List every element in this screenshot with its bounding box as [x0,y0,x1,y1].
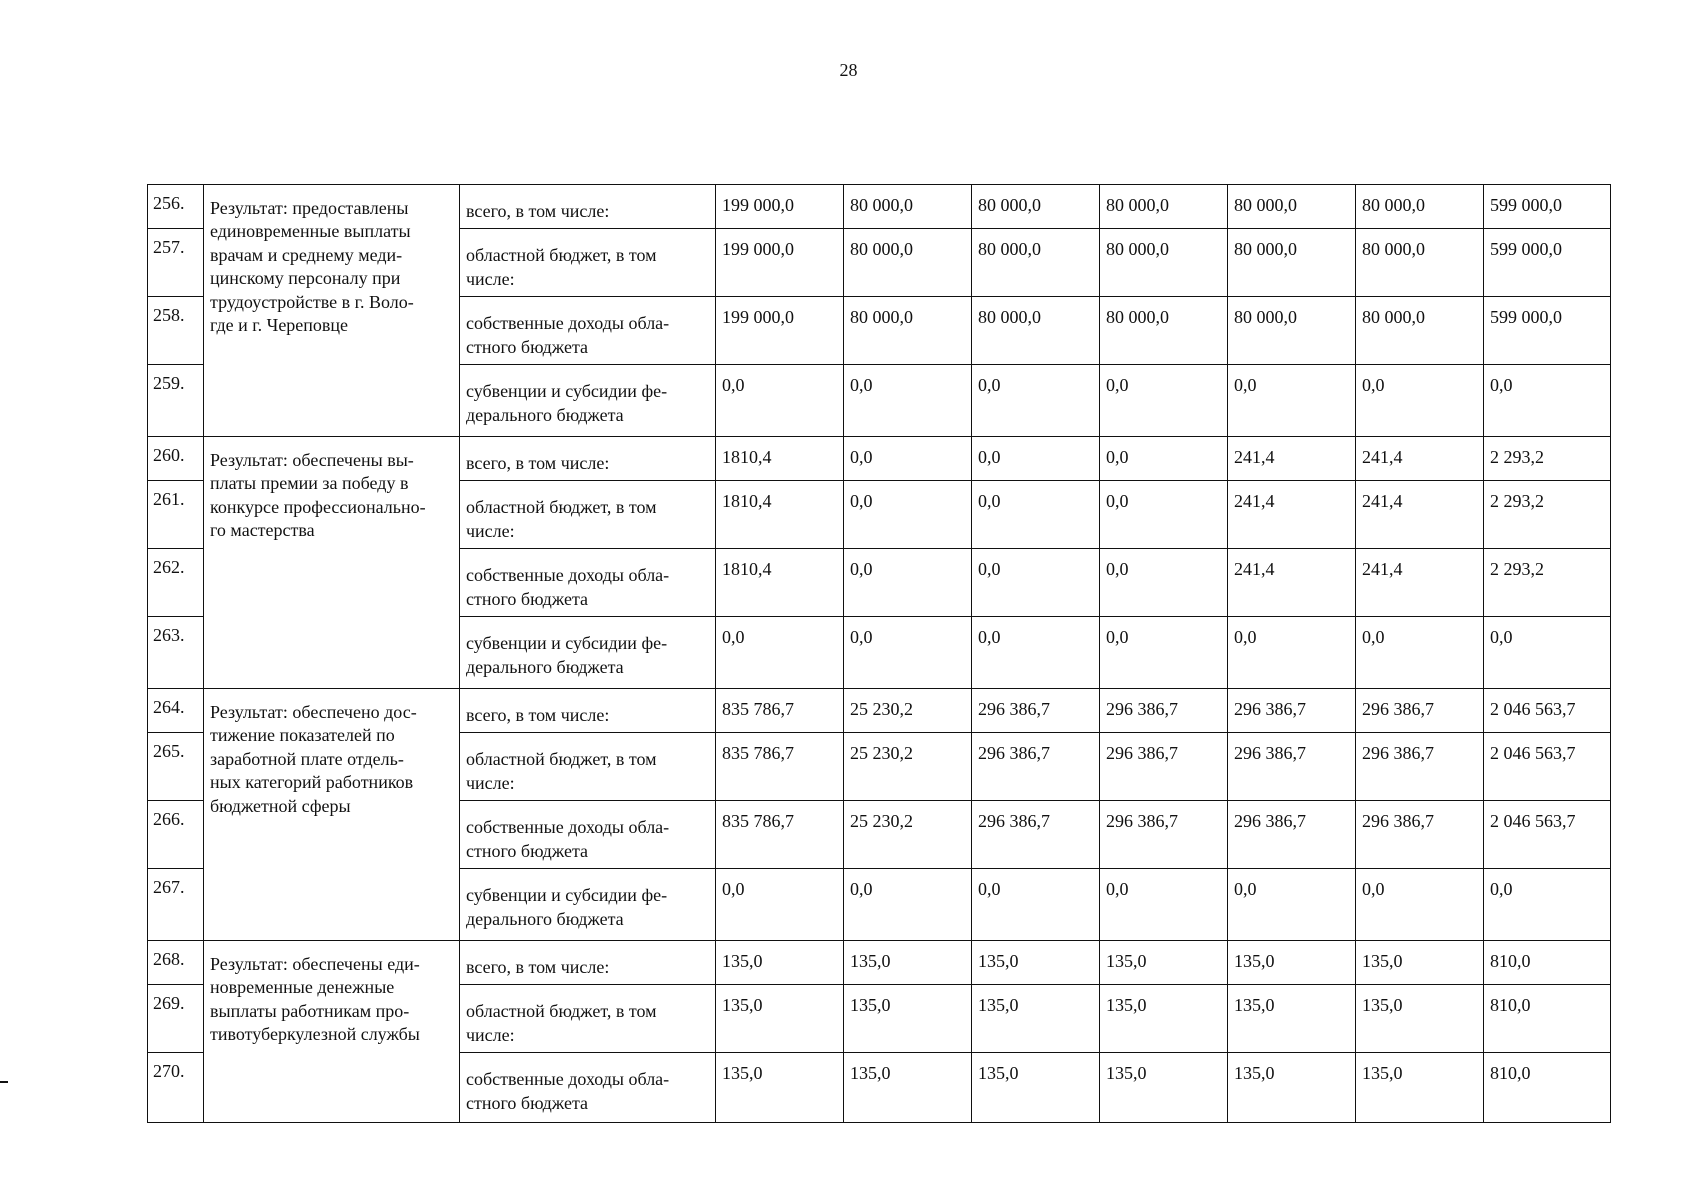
year-value: 0,0 [716,617,844,689]
funding-source-line: всего, в том числе: [466,705,610,725]
year-value: 0,0 [844,437,972,481]
funding-source-line: субвенции и субсидии фе- [466,885,668,905]
year-value: 0,0 [972,617,1100,689]
year-value: 80 000,0 [1356,297,1484,365]
year-value: 135,0 [1356,941,1484,985]
row-number: 259. [148,365,204,437]
year-value: 1810,4 [716,481,844,549]
funding-source-line: стного бюджета [466,337,589,358]
year-value: 0,0 [1100,437,1228,481]
funding-source [460,297,716,365]
funding-source-line: субвенции и субсидии фе- [466,381,668,401]
year-value: 0,0 [844,869,972,941]
row-number: 264. [148,689,204,733]
year-value: 241,4 [1356,481,1484,549]
funding-source-line: числе: [466,269,515,290]
year-value: 135,0 [1228,941,1356,985]
funding-source [460,549,716,617]
row-number: 261. [148,481,204,549]
year-value: 199 000,0 [716,229,844,297]
total-value: 2 293,2 [1484,481,1611,549]
result-description-line: тивотуберкулезной службы [210,1024,420,1045]
result-description [204,185,460,437]
total-value: 2 046 563,7 [1484,689,1611,733]
funding-source-line: собственные доходы обла- [466,565,670,585]
row-number: 258. [148,297,204,365]
funding-source-line: областной бюджет, в том [466,749,657,769]
row-number: 269. [148,985,204,1053]
year-value: 80 000,0 [1228,229,1356,297]
funding-source [460,801,716,869]
funding-source [460,365,716,437]
total-value: 810,0 [1484,985,1611,1053]
year-value: 0,0 [1100,869,1228,941]
result-description-line: новременные денежные [210,977,395,998]
year-value: 80 000,0 [1228,185,1356,229]
year-value: 835 786,7 [716,801,844,869]
year-value: 0,0 [1356,869,1484,941]
year-value: 0,0 [972,481,1100,549]
funding-source [460,617,716,689]
year-value: 25 230,2 [844,801,972,869]
total-value: 2 046 563,7 [1484,733,1611,801]
year-value: 296 386,7 [972,689,1100,733]
funding-source-line: субвенции и субсидии фе- [466,633,668,653]
year-value: 0,0 [972,869,1100,941]
year-value: 199 000,0 [716,185,844,229]
year-value: 135,0 [716,941,844,985]
result-description-line: Результат: предоставлены [210,198,409,218]
result-description-line: врачам и среднему меди- [210,244,403,265]
year-value: 80 000,0 [1100,229,1228,297]
funding-source [460,481,716,549]
funding-source-line: собственные доходы обла- [466,817,670,837]
funding-source-line: числе: [466,521,515,542]
funding-source [460,941,716,985]
budget-table [147,184,1611,1123]
funding-source-line: собственные доходы обла- [466,1069,670,1089]
year-value: 135,0 [1100,985,1228,1053]
page-number: 28 [839,60,858,80]
year-value: 80 000,0 [972,229,1100,297]
year-value: 241,4 [1228,549,1356,617]
year-value: 241,4 [1356,549,1484,617]
result-description-line: го мастерства [210,520,315,541]
year-value: 135,0 [844,1053,972,1123]
year-value: 0,0 [844,617,972,689]
row-number: 268. [148,941,204,985]
total-value: 810,0 [1484,941,1611,985]
row-number: 270. [148,1053,204,1123]
funding-source-line: всего, в том числе: [466,201,610,221]
result-description-line: Результат: обеспечены еди- [210,954,420,974]
funding-source [460,229,716,297]
year-value: 135,0 [1356,985,1484,1053]
funding-source-line: дерального бюджета [466,405,624,426]
funding-source-line: областной бюджет, в том [466,1001,657,1021]
funding-source-line: областной бюджет, в том [466,497,657,517]
result-description [204,941,460,1123]
year-value: 0,0 [1100,365,1228,437]
year-value: 0,0 [1228,869,1356,941]
total-value: 599 000,0 [1484,297,1611,365]
year-value: 135,0 [1100,1053,1228,1123]
result-description-line: платы премии за победу в [210,473,409,494]
year-value: 0,0 [1100,617,1228,689]
year-value: 296 386,7 [1356,801,1484,869]
year-value: 0,0 [716,365,844,437]
year-value: 0,0 [1356,617,1484,689]
year-value: 0,0 [972,549,1100,617]
year-value: 835 786,7 [716,733,844,801]
funding-source [460,689,716,733]
year-value: 135,0 [716,1053,844,1123]
result-description-line: Результат: обеспечены вы- [210,450,414,470]
year-value: 199 000,0 [716,297,844,365]
row-number: 257. [148,229,204,297]
row-number: 256. [148,185,204,229]
scan-edge-mark [0,1081,8,1083]
row-number: 260. [148,437,204,481]
result-description-line: где и г. Череповце [210,314,349,335]
year-value: 135,0 [1356,1053,1484,1123]
year-value: 25 230,2 [844,733,972,801]
total-value: 810,0 [1484,1053,1611,1123]
table-row [148,437,1611,481]
year-value: 135,0 [1228,1053,1356,1123]
year-value: 80 000,0 [972,185,1100,229]
funding-source [460,185,716,229]
year-value: 80 000,0 [1100,185,1228,229]
funding-source-line: дерального бюджета [466,909,624,930]
funding-source-line: всего, в том числе: [466,957,610,977]
year-value: 1810,4 [716,437,844,481]
result-description-line: трудоустройстве в г. Воло- [210,291,414,312]
year-value: 296 386,7 [1356,733,1484,801]
row-number: 263. [148,617,204,689]
year-value: 835 786,7 [716,689,844,733]
result-description-line: единовременные выплаты [210,221,411,242]
total-value: 599 000,0 [1484,229,1611,297]
table-row [148,941,1611,985]
year-value: 296 386,7 [1100,689,1228,733]
total-value: 2 046 563,7 [1484,801,1611,869]
funding-source [460,733,716,801]
funding-source-line: стного бюджета [466,589,589,610]
funding-source [460,437,716,481]
year-value: 135,0 [716,985,844,1053]
year-value: 135,0 [972,985,1100,1053]
year-value: 135,0 [972,1053,1100,1123]
row-number: 266. [148,801,204,869]
year-value: 296 386,7 [972,733,1100,801]
funding-source-line: областной бюджет, в том [466,245,657,265]
total-value: 0,0 [1484,617,1611,689]
row-number: 265. [148,733,204,801]
result-description-line: выплаты работникам про- [210,1000,410,1021]
year-value: 135,0 [972,941,1100,985]
year-value: 296 386,7 [1228,689,1356,733]
funding-source-line: числе: [466,1025,515,1046]
total-value: 599 000,0 [1484,185,1611,229]
result-description [204,689,460,941]
result-description-line: бюджетной сферы [210,795,351,816]
year-value: 0,0 [972,437,1100,481]
year-value: 135,0 [1100,941,1228,985]
funding-source-line: стного бюджета [466,841,589,862]
result-description-line: Результат: обеспечено дос- [210,702,417,722]
total-value: 2 293,2 [1484,549,1611,617]
year-value: 241,4 [1228,481,1356,549]
year-value: 135,0 [844,941,972,985]
funding-source [460,869,716,941]
year-value: 80 000,0 [844,297,972,365]
result-description-line: цинскому персоналу при [210,268,401,289]
year-value: 0,0 [972,365,1100,437]
funding-source [460,1053,716,1123]
funding-source-line: собственные доходы обла- [466,313,670,333]
table-row [148,689,1611,733]
row-number: 262. [148,549,204,617]
funding-source [460,985,716,1053]
year-value: 0,0 [844,365,972,437]
year-value: 80 000,0 [844,229,972,297]
year-value: 80 000,0 [972,297,1100,365]
total-value: 0,0 [1484,869,1611,941]
year-value: 80 000,0 [1100,297,1228,365]
result-description-line: конкурсе профессионально- [210,496,426,517]
funding-source-line: стного бюджета [466,1093,589,1114]
year-value: 0,0 [1228,365,1356,437]
year-value: 80 000,0 [844,185,972,229]
year-value: 0,0 [1228,617,1356,689]
table-row [148,185,1611,229]
year-value: 0,0 [1100,481,1228,549]
year-value: 0,0 [1356,365,1484,437]
year-value: 296 386,7 [1100,801,1228,869]
funding-source-line: всего, в том числе: [466,453,610,473]
result-description-line: заработной плате отдель- [210,748,404,769]
total-value: 0,0 [1484,365,1611,437]
year-value: 296 386,7 [972,801,1100,869]
year-value: 0,0 [844,549,972,617]
row-number: 267. [148,869,204,941]
year-value: 296 386,7 [1356,689,1484,733]
year-value: 80 000,0 [1228,297,1356,365]
year-value: 135,0 [844,985,972,1053]
budget-table-body [148,185,1611,1123]
year-value: 296 386,7 [1100,733,1228,801]
year-value: 0,0 [844,481,972,549]
funding-source-line: дерального бюджета [466,657,624,678]
result-description [204,437,460,689]
year-value: 25 230,2 [844,689,972,733]
result-description-line: тижение показателей по [210,725,395,746]
year-value: 296 386,7 [1228,733,1356,801]
year-value: 241,4 [1356,437,1484,481]
funding-source-line: числе: [466,773,515,794]
year-value: 80 000,0 [1356,229,1484,297]
year-value: 135,0 [1228,985,1356,1053]
year-value: 241,4 [1228,437,1356,481]
result-description-line: ных категорий работников [210,772,414,793]
year-value: 80 000,0 [1356,185,1484,229]
year-value: 296 386,7 [1228,801,1356,869]
year-value: 0,0 [1100,549,1228,617]
year-value: 1810,4 [716,549,844,617]
total-value: 2 293,2 [1484,437,1611,481]
year-value: 0,0 [716,869,844,941]
